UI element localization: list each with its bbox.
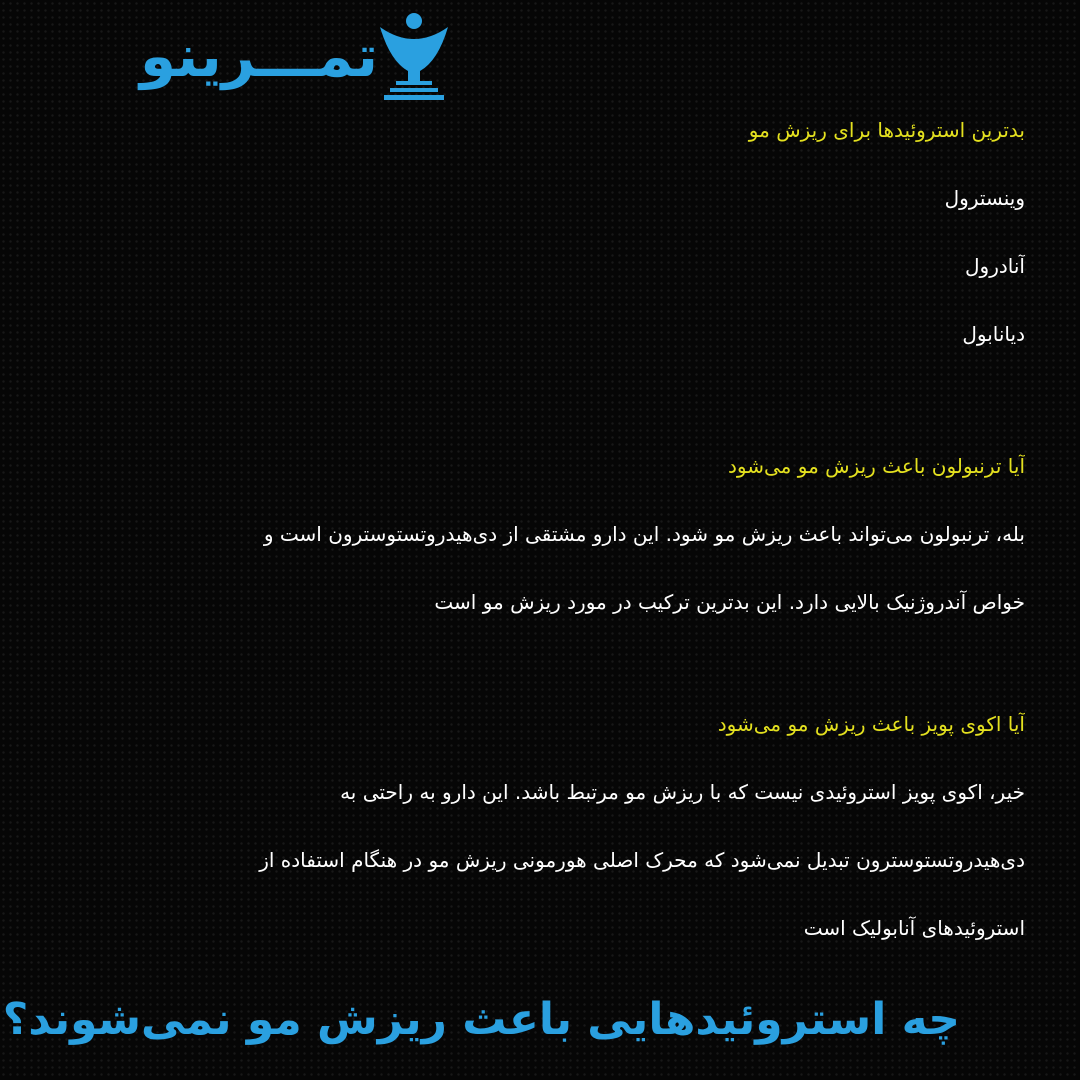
article-body [70,96,1025,962]
spacer [70,368,1025,432]
brand-logo [14,8,454,104]
section-heading-equipoise: آیا اکوی پویز باعث ریزش مو می‌شود [717,712,1025,736]
paragraph-line: خواص آندروژنیک بالایی دارد. این بدترین ترکیب در مورد ریزش مو است [434,590,1025,614]
paragraph-line: استروئیدهای آنابولیک است [803,916,1025,940]
paragraph-line: دی‌هیدروتستوسترون تبدیل نمی‌شود که محرک اصلی هورمونی ریزش مو در هنگام استفاده از [259,848,1025,872]
section-heading-trenbolone: آیا ترنبولون باعث ریزش مو می‌شود [728,454,1025,478]
paragraph-line: خیر، اکوی پویز استروئیدی نیست که با ریزش مو مرتبط باشد. این دارو به راحتی به [340,780,1025,804]
list-item: آنادرول [965,254,1025,278]
section-heading-worst-steroids: بدترین استروئیدها برای ریزش مو [748,118,1025,142]
brand-name: تمـــرینو [139,22,378,90]
spacer [70,636,1025,690]
list-item: دیانابول [962,322,1025,346]
paragraph-line: بله، ترنبولون می‌تواند باعث ریزش مو شود. این دارو مشتقی از دی‌هیدروتستوسترون است و [263,522,1025,546]
list-item: وینسترول [944,186,1025,210]
footer-title: چه استروئیدهایی باعث ریزش مو نمی‌شوند؟ [2,994,960,1045]
trophy-lamp-icon [374,11,454,101]
